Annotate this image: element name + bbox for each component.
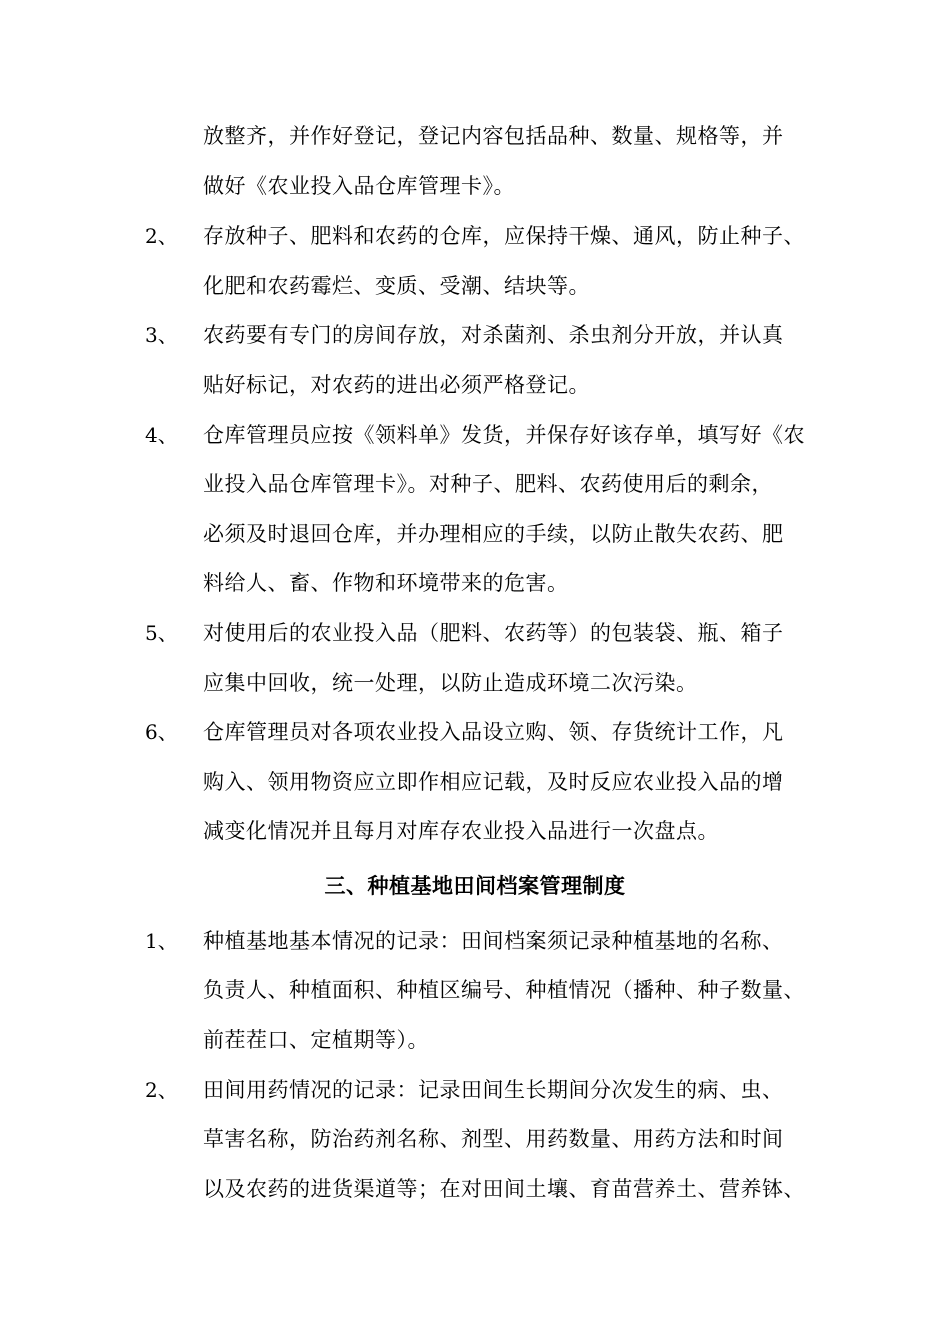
paragraph-line: 放整齐，并作好登记，登记内容包括品种、数量、规格等，并 — [203, 124, 784, 148]
paragraph-line: 种植基地基本情况的记录：田间档案须记录种植基地的名称、 — [203, 929, 784, 953]
paragraph-line: 应集中回收，统一处理，以防止造成环境二次污染。 — [203, 671, 698, 695]
paragraph-line: 以及农药的进货渠道等；在对田间土壤、育苗营养土、营养钵、 — [203, 1177, 805, 1201]
paragraph-line: 存放种子、肥料和农药的仓库，应保持干燥、通风，防止种子、 — [203, 224, 805, 248]
paragraph-line: 负责人、种植面积、种植区编号、种植情况（播种、种子数量、 — [203, 978, 805, 1002]
list-item-number: 3、 — [145, 323, 178, 347]
paragraph-line: 农药要有专门的房间存放，对杀菌剂、杀虫剂分开放，并认真 — [203, 323, 784, 347]
paragraph-line: 减变化情况并且每月对库存农业投入品进行一次盘点。 — [203, 819, 719, 843]
paragraph-line: 贴好标记，对农药的进出必须严格登记。 — [203, 373, 590, 397]
list-item-number: 2、 — [145, 224, 178, 248]
paragraph-line: 化肥和农药霉烂、变质、受潮、结块等。 — [203, 274, 590, 298]
list-item-number: 2、 — [145, 1078, 178, 1102]
paragraph-line: 必须及时退回仓库，并办理相应的手续，以防止散失农药、肥 — [203, 522, 784, 546]
paragraph-line: 做好《农业投入品仓库管理卡》。 — [203, 174, 515, 198]
paragraph-line: 仓库管理员对各项农业投入品设立购、领、存货统计工作，凡 — [203, 720, 784, 744]
list-item-number: 6、 — [145, 720, 178, 744]
paragraph-line: 对使用后的农业投入品（肥料、农药等）的包装袋、瓶、箱子 — [203, 621, 784, 645]
paragraph-line: 仓库管理员应按《领料单》发货，并保存好该存单，填写好《农 — [203, 423, 805, 447]
section-heading: 三、种植基地田间档案管理制度 — [324, 874, 626, 898]
paragraph-line: 草害名称，防治药剂名称、剂型、用药数量、用药方法和时间 — [203, 1127, 784, 1151]
list-item-number: 1、 — [145, 929, 178, 953]
paragraph-line: 业投入品仓库管理卡》。对种子、肥料、农药使用后的剩余， — [203, 472, 773, 496]
list-item-number: 5、 — [145, 621, 178, 645]
paragraph-line: 料给人、畜、作物和环境带来的危害。 — [203, 571, 569, 595]
paragraph-line: 购入、领用物资应立即作相应记载，及时反应农业投入品的增 — [203, 770, 784, 794]
paragraph-line: 前茬茬口、定植期等）。 — [203, 1028, 429, 1052]
list-item-number: 4、 — [145, 423, 178, 447]
paragraph-line: 田间用药情况的记录：记录田间生长期间分次发生的病、虫、 — [203, 1078, 784, 1102]
